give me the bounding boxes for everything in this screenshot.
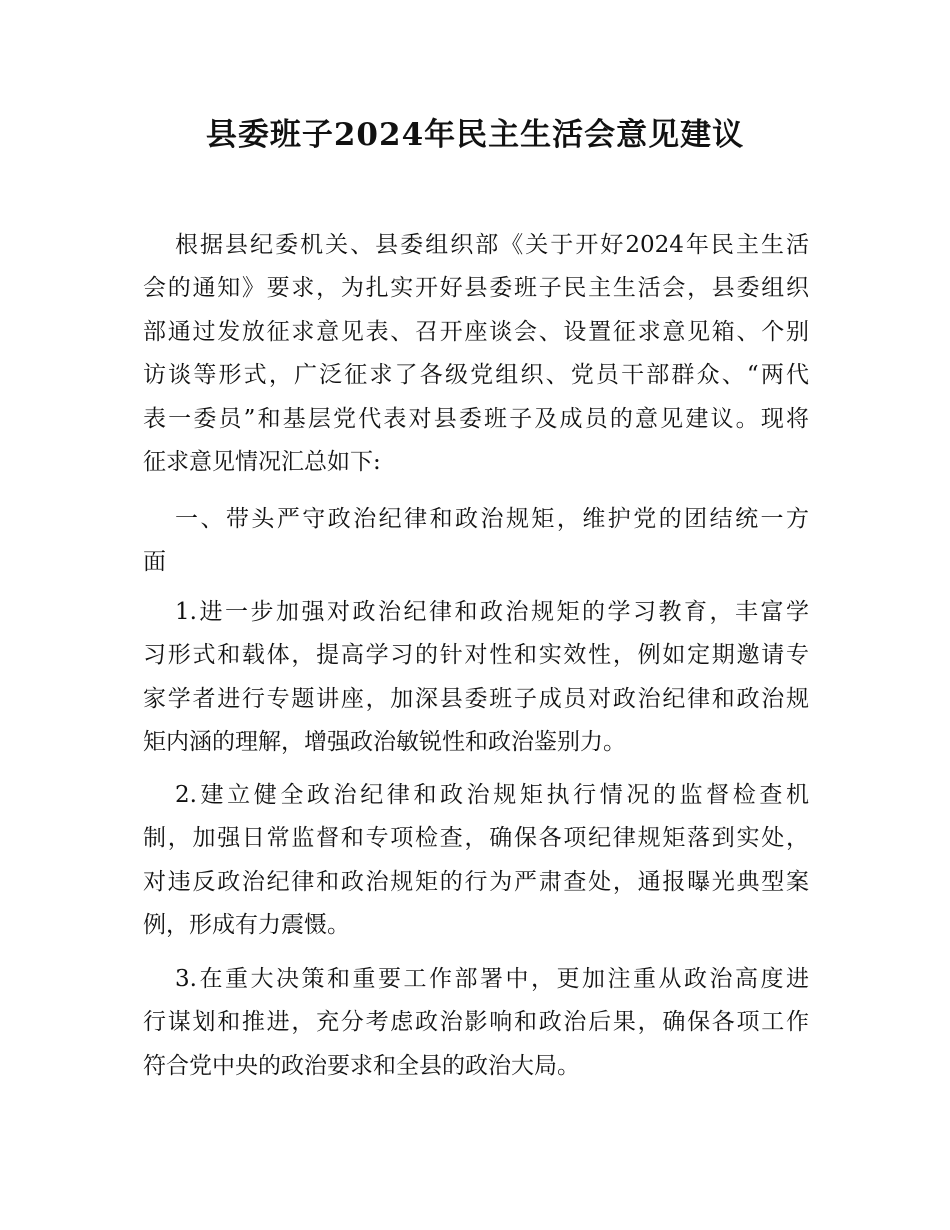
text-line: 表一委员”和基层党代表对县委班子及成员的意见建议。现将 bbox=[143, 405, 809, 432]
text-line: 面 bbox=[143, 549, 166, 576]
text-line: 2.建立健全政治纪律和政治规矩执行情况的监督检查机 bbox=[175, 782, 809, 808]
text-line: 符合党中央的政治要求和全县的政治大局。 bbox=[143, 1052, 580, 1079]
text-line: 访谈等形式，广泛征求了各级党组织、党员干部群众、“两代 bbox=[143, 362, 809, 389]
text-line: 1.进一步加强对政治纪律和政治规矩的学习教育，丰富学 bbox=[175, 599, 809, 625]
text-line: 行谋划和推进，充分考虑政治影响和政治后果，确保各项工作 bbox=[143, 1009, 809, 1036]
item-1-paragraph bbox=[143, 591, 809, 765]
document-title: 县委班子2024年民主生活会意见建议 bbox=[205, 117, 745, 153]
section-heading bbox=[143, 498, 809, 585]
text-line: 习形式和载体，提高学习的针对性和实效性，例如定期邀请专 bbox=[143, 642, 809, 669]
text-line: 例，形成有力震慑。 bbox=[143, 912, 350, 939]
text-line: 制，加强日常监督和专项检查，确保各项纪律规矩落到实处， bbox=[143, 825, 809, 852]
text-line: 会的通知》要求，为扎实开好县委班子民主生活会，县委组织 bbox=[143, 275, 809, 302]
text-line: 部通过发放征求意见表、召开座谈会、设置征求意见箱、个别 bbox=[143, 318, 809, 345]
item-3-paragraph bbox=[143, 958, 809, 1088]
text-line: 家学者进行专题讲座，加深县委班子成员对政治纪律和政治规 bbox=[143, 685, 809, 712]
text-line: 3.在重大决策和重要工作部署中，更加注重从政治高度进 bbox=[175, 966, 809, 992]
intro-paragraph bbox=[143, 224, 809, 484]
text-line: 征求意见情况汇总如下: bbox=[143, 448, 381, 475]
text-line: 一、带头严守政治纪律和政治规矩，维护党的团结统一方 bbox=[175, 506, 809, 532]
text-line: 矩内涵的理解，增强政治敏锐性和政治鉴别力。 bbox=[143, 729, 626, 756]
text-line: 根据县纪委机关、县委组织部《关于开好2024年民主生活 bbox=[175, 232, 809, 258]
item-2-paragraph bbox=[143, 774, 809, 948]
text-line: 对违反政治纪律和政治规矩的行为严肃查处，通报曝光典型案 bbox=[143, 868, 809, 895]
